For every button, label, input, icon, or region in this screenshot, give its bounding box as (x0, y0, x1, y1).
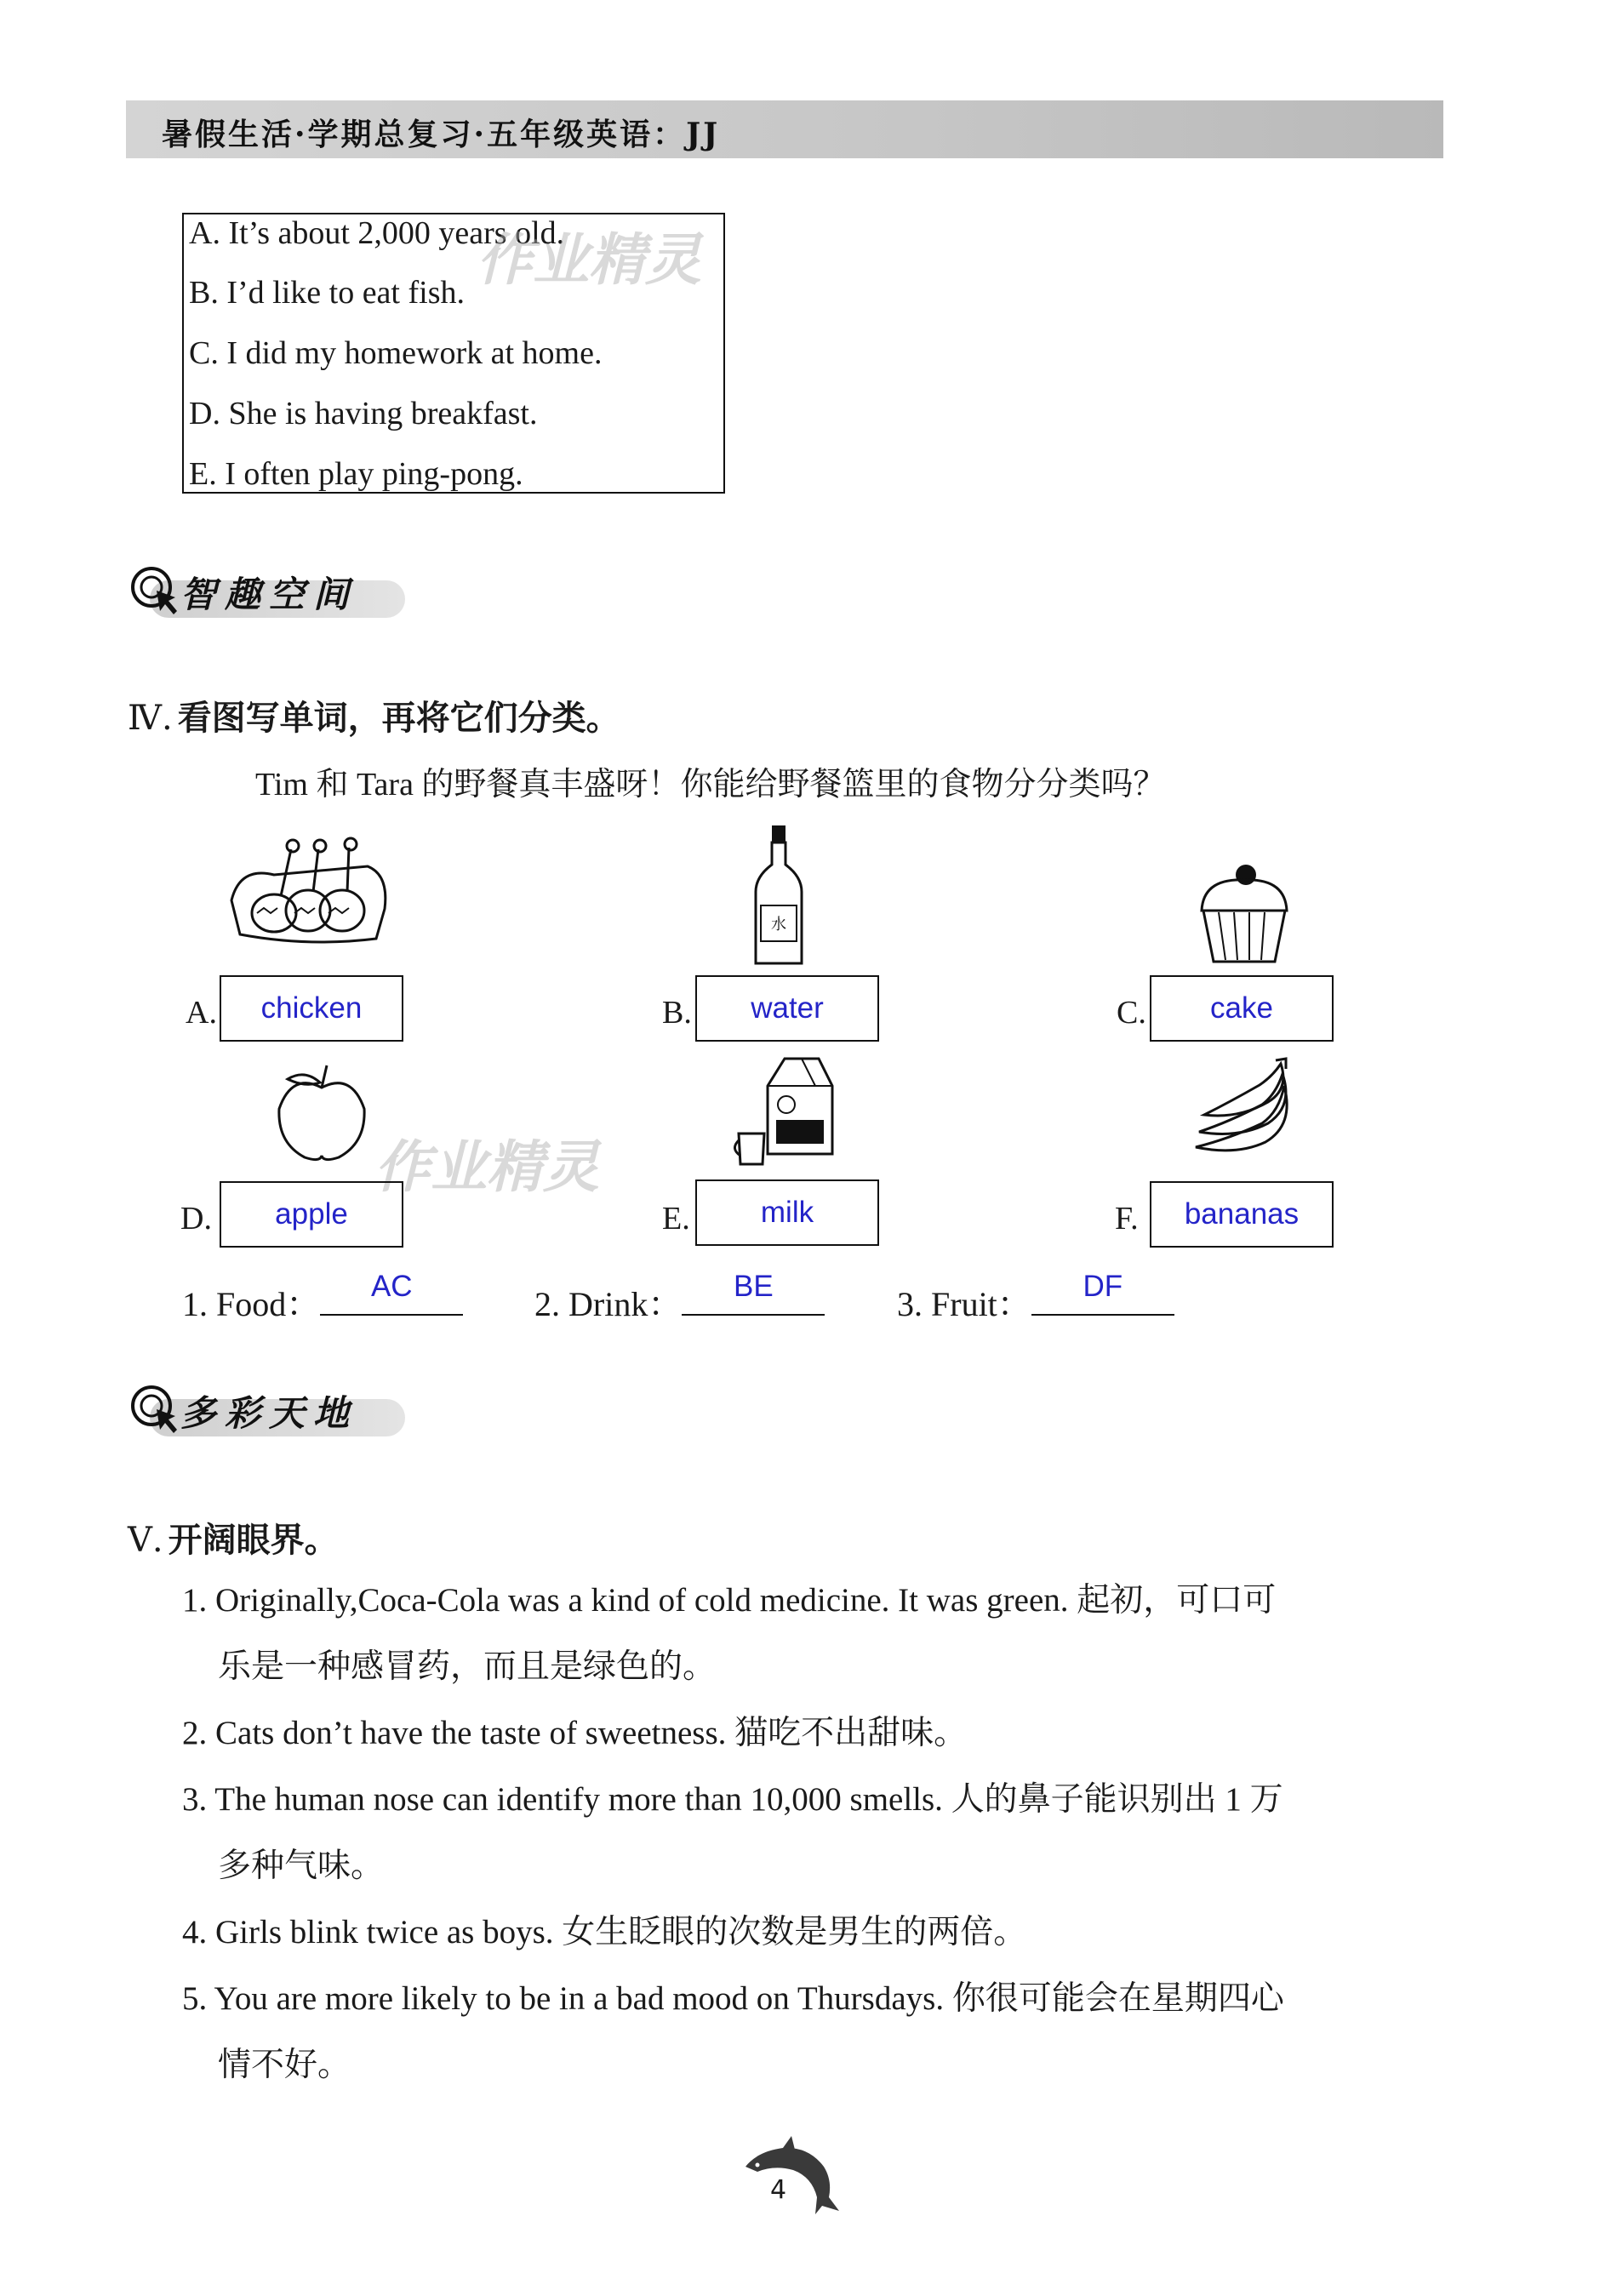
question-4-intro: Tim 和 Tara 的野餐真丰盛呀！你能给野餐篮里的食物分分类吗？ (255, 767, 1166, 802)
magnifier-cursor-icon (126, 1380, 186, 1440)
dolphin-icon (740, 2133, 843, 2218)
question-number: Ⅴ. (128, 1521, 163, 1560)
answer-option-d: D. She is having breakfast. (189, 396, 538, 431)
answer-box-a (220, 975, 403, 1042)
question-number: Ⅳ. (128, 699, 173, 738)
answer-box-d (220, 1181, 403, 1248)
roast-chicken-icon (223, 832, 393, 951)
answer-box-c (1150, 975, 1334, 1042)
fact-2 (182, 1700, 1459, 1767)
fact-line: 3. The human nose can identify more than 10,000 smells. 人的鼻子能识别出 1 万 (182, 1781, 1283, 1818)
magnifier-cursor-icon (126, 562, 186, 621)
fact-line-cont: 情不好。 (218, 2047, 351, 2083)
category-fruit (897, 1270, 1174, 1326)
milk-carton-icon (734, 1052, 836, 1171)
fact-line: 1. Originally,Coca-Cola was a kind of cold medicine. It was green. 起初，可口可 (182, 1582, 1277, 1619)
question-instruction: 开阔眼界。 (168, 1521, 339, 1560)
water-bottle-icon (749, 824, 808, 968)
answer-text-a: chicken (260, 991, 363, 1025)
fact-3 (182, 1767, 1459, 1899)
category-answer-fruit: DF (1083, 1270, 1123, 1303)
category-label: 1. Food： (182, 1285, 321, 1323)
watermark: 作业精灵 (374, 1134, 599, 1200)
section-badge-2 (126, 1380, 415, 1440)
section-badge-1 (126, 562, 415, 621)
category-answer-food: AC (370, 1270, 413, 1303)
page-number: 4 (770, 2175, 787, 2205)
answer-text-d: apple (275, 1197, 348, 1231)
fact-5 (182, 1966, 1459, 2099)
fact-4 (182, 1899, 1459, 1966)
section-title: 多彩天地 (180, 1392, 358, 1434)
item-letter-c: C. (1117, 995, 1146, 1031)
question-4-heading (128, 691, 620, 740)
category-drink (534, 1270, 825, 1326)
watermark: 作业精灵 (477, 227, 701, 293)
section-title: 智趣空间 (180, 574, 358, 615)
cupcake-icon (1193, 860, 1295, 966)
header-title: 暑假生活·学期总复习·五年级英语：JJ (162, 117, 721, 152)
category-label: 2. Drink： (534, 1285, 683, 1323)
answer-box-b (695, 975, 879, 1042)
answer-text-e: milk (760, 1196, 814, 1229)
answer-option-a: A. It’s about 2,000 years old. (189, 215, 565, 251)
category-label: 3. Fruit： (897, 1285, 1031, 1323)
fact-line-cont: 多种气味。 (218, 1848, 385, 1884)
category-answer-drink: BE (733, 1270, 774, 1303)
item-letter-e: E. (662, 1201, 690, 1237)
fact-line: 4. Girls blink twice as boys. 女生眨眼的次数是男生的两倍。 (182, 1914, 1027, 1950)
item-letter-b: B. (662, 995, 692, 1031)
apple-icon (271, 1062, 373, 1164)
fact-line: 2. Cats don’t have the taste of sweetness. 猫吃不出甜味。 (182, 1715, 968, 1751)
item-letter-a: A. (186, 995, 217, 1031)
question-instruction: 看图写单词，再将它们分类。 (177, 699, 620, 738)
fact-line: 5. You are more likely to be in a bad mood on Thursdays. 你很可能会在星期四心 (182, 1980, 1284, 2017)
bottle-label: 水 (771, 916, 786, 934)
answer-text-c: cake (1210, 991, 1273, 1025)
answer-box-f (1150, 1181, 1334, 1248)
answer-option-e: E. I often play ping-pong. (189, 456, 523, 492)
question-5-heading (128, 1513, 339, 1562)
answer-box-e (695, 1179, 879, 1246)
item-letter-d: D. (180, 1201, 212, 1237)
fact-line-cont: 乐是一种感冒药，而且是绿色的。 (218, 1648, 717, 1685)
answer-option-c: C. I did my homework at home. (189, 335, 603, 371)
answer-text-b: water (751, 991, 824, 1025)
answer-text-f: bananas (1184, 1197, 1300, 1231)
item-letter-f: F. (1115, 1201, 1139, 1237)
category-food (182, 1270, 463, 1326)
answer-option-b: B. I’d like to eat fish. (189, 275, 465, 311)
bananas-icon (1187, 1055, 1298, 1157)
fact-1 (182, 1568, 1459, 1700)
